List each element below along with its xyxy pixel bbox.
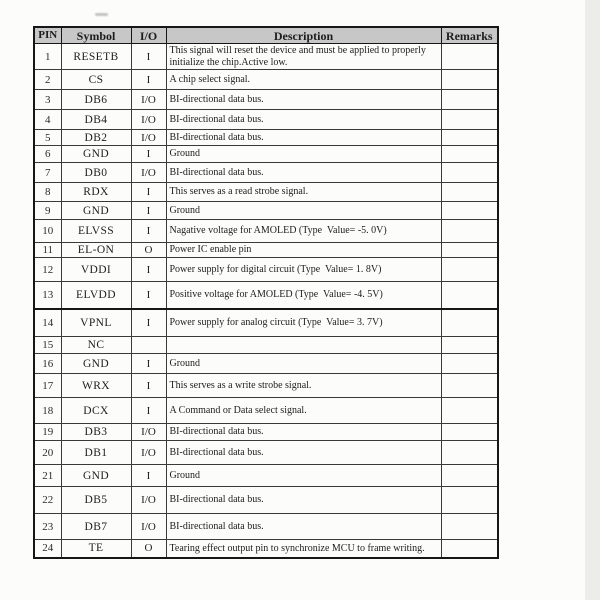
symbol-cell: NC: [61, 337, 131, 354]
io-cell: [131, 337, 166, 354]
remarks-cell: [441, 398, 498, 424]
symbol-cell: DB7: [61, 514, 131, 540]
pin-cell: 10: [34, 220, 61, 243]
io-cell: I: [131, 220, 166, 243]
remarks-cell: [441, 183, 498, 202]
pin-cell: 19: [34, 424, 61, 441]
symbol-cell: VPNL: [61, 309, 131, 337]
col-header-remarks: Remarks: [441, 27, 498, 44]
remarks-cell: [441, 309, 498, 337]
remarks-cell: [441, 110, 498, 130]
description-cell: BI-directional data bus.: [166, 130, 441, 146]
symbol-cell: CS: [61, 70, 131, 90]
table-row: [34, 44, 498, 70]
description-cell: BI-directional data bus.: [166, 487, 441, 514]
symbol-cell: RESETB: [61, 44, 131, 70]
table-row: [34, 70, 498, 90]
description-cell: Nagative voltage for AMOLED (Type Value= -5. 0V): [166, 220, 441, 243]
symbol-cell: EL-ON: [61, 243, 131, 258]
pin-cell: 14: [34, 309, 61, 337]
pin-cell: 6: [34, 146, 61, 163]
col-header-symbol: Symbol: [61, 27, 131, 44]
scan-artifact: [95, 13, 108, 16]
remarks-cell: [441, 374, 498, 398]
pin-cell: 3: [34, 90, 61, 110]
pin-cell: 24: [34, 540, 61, 558]
table-row: [34, 514, 498, 540]
description-cell: BI-directional data bus.: [166, 441, 441, 465]
remarks-cell: [441, 354, 498, 374]
symbol-cell: GND: [61, 354, 131, 374]
table-row: [34, 163, 498, 183]
table-row: [34, 183, 498, 202]
symbol-cell: DB2: [61, 130, 131, 146]
remarks-cell: [441, 337, 498, 354]
io-cell: I: [131, 374, 166, 398]
table-row: [34, 110, 498, 130]
table-row: [34, 309, 498, 337]
table-row: [34, 258, 498, 282]
io-cell: I/O: [131, 424, 166, 441]
io-cell: O: [131, 243, 166, 258]
description-cell: BI-directional data bus.: [166, 163, 441, 183]
description-cell: Ground: [166, 465, 441, 487]
pin-cell: 13: [34, 282, 61, 309]
col-header-description: Description: [166, 27, 441, 44]
description-cell: Tearing effect output pin to synchronize MCU to frame writing.: [166, 540, 441, 558]
symbol-cell: DB3: [61, 424, 131, 441]
description-cell: A Command or Data select signal.: [166, 398, 441, 424]
description-cell: This serves as a read strobe signal.: [166, 183, 441, 202]
io-cell: I: [131, 398, 166, 424]
io-cell: I: [131, 44, 166, 70]
table-row: [34, 337, 498, 354]
description-cell: Power supply for digital circuit (Type Value= 1. 8V): [166, 258, 441, 282]
pin-cell: 23: [34, 514, 61, 540]
description-cell: [166, 337, 441, 354]
table-row: [34, 487, 498, 514]
pin-cell: 22: [34, 487, 61, 514]
pin-cell: 17: [34, 374, 61, 398]
remarks-cell: [441, 243, 498, 258]
pin-cell: 9: [34, 202, 61, 220]
description-cell: BI-directional data bus.: [166, 110, 441, 130]
symbol-cell: GND: [61, 202, 131, 220]
table-row: [34, 220, 498, 243]
io-cell: I: [131, 465, 166, 487]
io-cell: I/O: [131, 90, 166, 110]
io-cell: I/O: [131, 514, 166, 540]
io-cell: I/O: [131, 110, 166, 130]
table-row: [34, 243, 498, 258]
table-row: [34, 146, 498, 163]
symbol-cell: ELVDD: [61, 282, 131, 309]
pin-cell: 1: [34, 44, 61, 70]
description-cell: Ground: [166, 146, 441, 163]
pin-cell: 16: [34, 354, 61, 374]
table-row: [34, 374, 498, 398]
io-cell: I/O: [131, 130, 166, 146]
table-row: [34, 465, 498, 487]
table-header-row: [34, 27, 498, 44]
table-row: [34, 441, 498, 465]
remarks-cell: [441, 487, 498, 514]
remarks-cell: [441, 540, 498, 558]
description-cell: BI-directional data bus.: [166, 90, 441, 110]
table-row: [34, 282, 498, 309]
io-cell: I: [131, 354, 166, 374]
symbol-cell: DB4: [61, 110, 131, 130]
pin-cell: 4: [34, 110, 61, 130]
symbol-cell: GND: [61, 146, 131, 163]
io-cell: I: [131, 282, 166, 309]
io-cell: I: [131, 70, 166, 90]
io-cell: I: [131, 258, 166, 282]
io-cell: O: [131, 540, 166, 558]
remarks-cell: [441, 70, 498, 90]
description-cell: Positive voltage for AMOLED (Type Value= -4. 5V): [166, 282, 441, 309]
pin-cell: 21: [34, 465, 61, 487]
table-row: [34, 398, 498, 424]
io-cell: I/O: [131, 441, 166, 465]
col-header-io: I/O: [131, 27, 166, 44]
symbol-cell: WRX: [61, 374, 131, 398]
remarks-cell: [441, 441, 498, 465]
remarks-cell: [441, 44, 498, 70]
remarks-cell: [441, 220, 498, 243]
remarks-cell: [441, 258, 498, 282]
io-cell: I: [131, 183, 166, 202]
table-row: [34, 202, 498, 220]
pin-cell: 11: [34, 243, 61, 258]
description-cell: Power supply for analog circuit (Type Value= 3. 7V): [166, 309, 441, 337]
remarks-cell: [441, 282, 498, 309]
description-cell: Ground: [166, 354, 441, 374]
remarks-cell: [441, 90, 498, 110]
description-cell: Power IC enable pin: [166, 243, 441, 258]
io-cell: I: [131, 309, 166, 337]
col-header-pin: PIN: [34, 27, 61, 44]
pin-cell: 7: [34, 163, 61, 183]
symbol-cell: DB5: [61, 487, 131, 514]
remarks-cell: [441, 202, 498, 220]
pin-cell: 20: [34, 441, 61, 465]
remarks-cell: [441, 163, 498, 183]
remarks-cell: [441, 146, 498, 163]
table-row: [34, 130, 498, 146]
remarks-cell: [441, 130, 498, 146]
remarks-cell: [441, 514, 498, 540]
table-row: [34, 424, 498, 441]
symbol-cell: TE: [61, 540, 131, 558]
pin-cell: 18: [34, 398, 61, 424]
description-cell: Ground: [166, 202, 441, 220]
description-cell: BI-directional data bus.: [166, 424, 441, 441]
description-cell: BI-directional data bus.: [166, 514, 441, 540]
io-cell: I: [131, 146, 166, 163]
pin-cell: 2: [34, 70, 61, 90]
remarks-cell: [441, 424, 498, 441]
pin-description-table: [33, 26, 499, 559]
io-cell: I/O: [131, 163, 166, 183]
symbol-cell: VDDI: [61, 258, 131, 282]
pin-cell: 12: [34, 258, 61, 282]
pin-table-body: [34, 44, 498, 558]
description-cell: This signal will reset the device and must be applied to properly initialize the chip.Active low.: [166, 44, 441, 70]
table-row: [34, 90, 498, 110]
description-cell: This serves as a write strobe signal.: [166, 374, 441, 398]
pin-cell: 5: [34, 130, 61, 146]
io-cell: I: [131, 202, 166, 220]
pin-cell: 15: [34, 337, 61, 354]
pin-cell: 8: [34, 183, 61, 202]
io-cell: I/O: [131, 487, 166, 514]
symbol-cell: DB0: [61, 163, 131, 183]
table-row: [34, 540, 498, 558]
symbol-cell: GND: [61, 465, 131, 487]
description-cell: A chip select signal.: [166, 70, 441, 90]
table-row: [34, 354, 498, 374]
symbol-cell: RDX: [61, 183, 131, 202]
symbol-cell: ELVSS: [61, 220, 131, 243]
symbol-cell: DB6: [61, 90, 131, 110]
symbol-cell: DCX: [61, 398, 131, 424]
page-edge-strip: [585, 0, 600, 600]
remarks-cell: [441, 465, 498, 487]
symbol-cell: DB1: [61, 441, 131, 465]
